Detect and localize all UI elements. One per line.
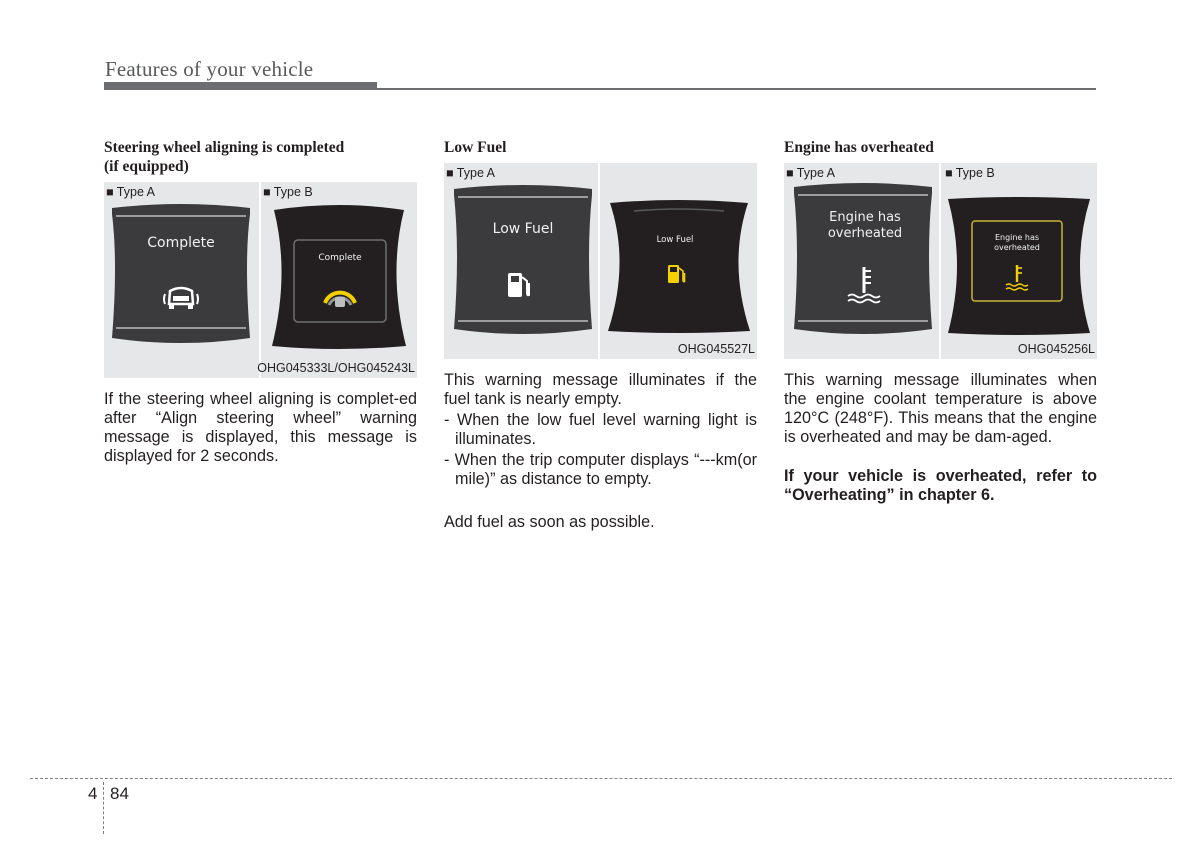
figure-divider: [259, 182, 261, 378]
type-a-label: ■ Type A: [106, 185, 156, 199]
section-title-line: Steering wheel aligning is completed: [104, 139, 345, 156]
type-b-label: ■ Type B: [263, 185, 313, 199]
figure-divider: [939, 163, 941, 359]
cluster-screen-type-a: [450, 183, 596, 341]
figure-low-fuel: [444, 163, 757, 359]
overheating-note: If your vehicle is overheated, refer to “Overheating” in chapter 6.: [784, 467, 1097, 504]
screen-a-text: Complete: [147, 235, 215, 251]
bullet-item: - When the low fuel level warning light is illuminates.: [444, 411, 757, 448]
chapter-number: 4: [88, 784, 98, 803]
cluster-screen-type-b: [604, 199, 754, 335]
closing-text: Add fuel as soon as possible.: [444, 513, 655, 531]
figure-code: OHG045256L: [1017, 342, 1095, 356]
type-a-label: ■ Type A: [786, 166, 836, 180]
screen-a-line2: overheated: [827, 226, 903, 241]
screen-a-line1: Engine has: [829, 210, 901, 225]
body-text: This warning message illuminates if the fuel tank is nearly empty.: [444, 371, 757, 408]
section-title: Engine has overheated: [784, 139, 934, 156]
figure-code: OHG045527L: [677, 342, 755, 356]
figure-divider: [598, 163, 600, 359]
body-text: This warning message illuminates when the engine coolant temperature is above 120°C (248°F). This means that the engine is overheated and may be dam-aged.: [784, 371, 1097, 446]
section-steering-aligning: [104, 138, 417, 466]
screen-a-text: Low Fuel: [492, 221, 554, 237]
section-title-line: (if equipped): [104, 158, 189, 175]
figure-engine-overheated: [784, 163, 1097, 359]
figure-steering-aligning: [104, 182, 417, 378]
figure-code: OHG045333L/OHG045243L: [257, 361, 415, 375]
section-low-fuel: [444, 138, 757, 532]
header-rule-thin: [377, 88, 1096, 90]
header-title: Features of your vehicle: [105, 57, 314, 81]
body-text: If the steering wheel aligning is complet-ed after “Align steering wheel” warning message is displayed, this message is displayed for 2 seconds.: [104, 390, 417, 465]
screen-b-line1: Engine has: [994, 233, 1040, 242]
type-a-label: ■ Type A: [446, 166, 496, 180]
footer-dotted-rule: [30, 778, 1172, 779]
section-engine-overheated: [784, 138, 1097, 505]
cluster-screen-type-a: [108, 202, 254, 352]
footer-dotted-separator: [103, 782, 104, 834]
section-title: [104, 138, 417, 176]
section-title: Low Fuel: [444, 139, 507, 156]
header-rule-thick: [104, 82, 377, 90]
screen-b-text: Complete: [318, 253, 362, 263]
type-b-label: ■ Type B: [945, 166, 995, 180]
screen-b-line2: overheated: [994, 243, 1040, 252]
page-number: 84: [110, 784, 129, 803]
cluster-screen-type-b: [944, 197, 1094, 337]
cluster-screen-type-a: [790, 181, 936, 341]
cluster-screen-type-b: [264, 202, 414, 352]
bullet-item: - When the trip computer displays “---km(or mile)” as distance to empty.: [444, 451, 757, 488]
screen-b-text: Low Fuel: [656, 235, 694, 245]
